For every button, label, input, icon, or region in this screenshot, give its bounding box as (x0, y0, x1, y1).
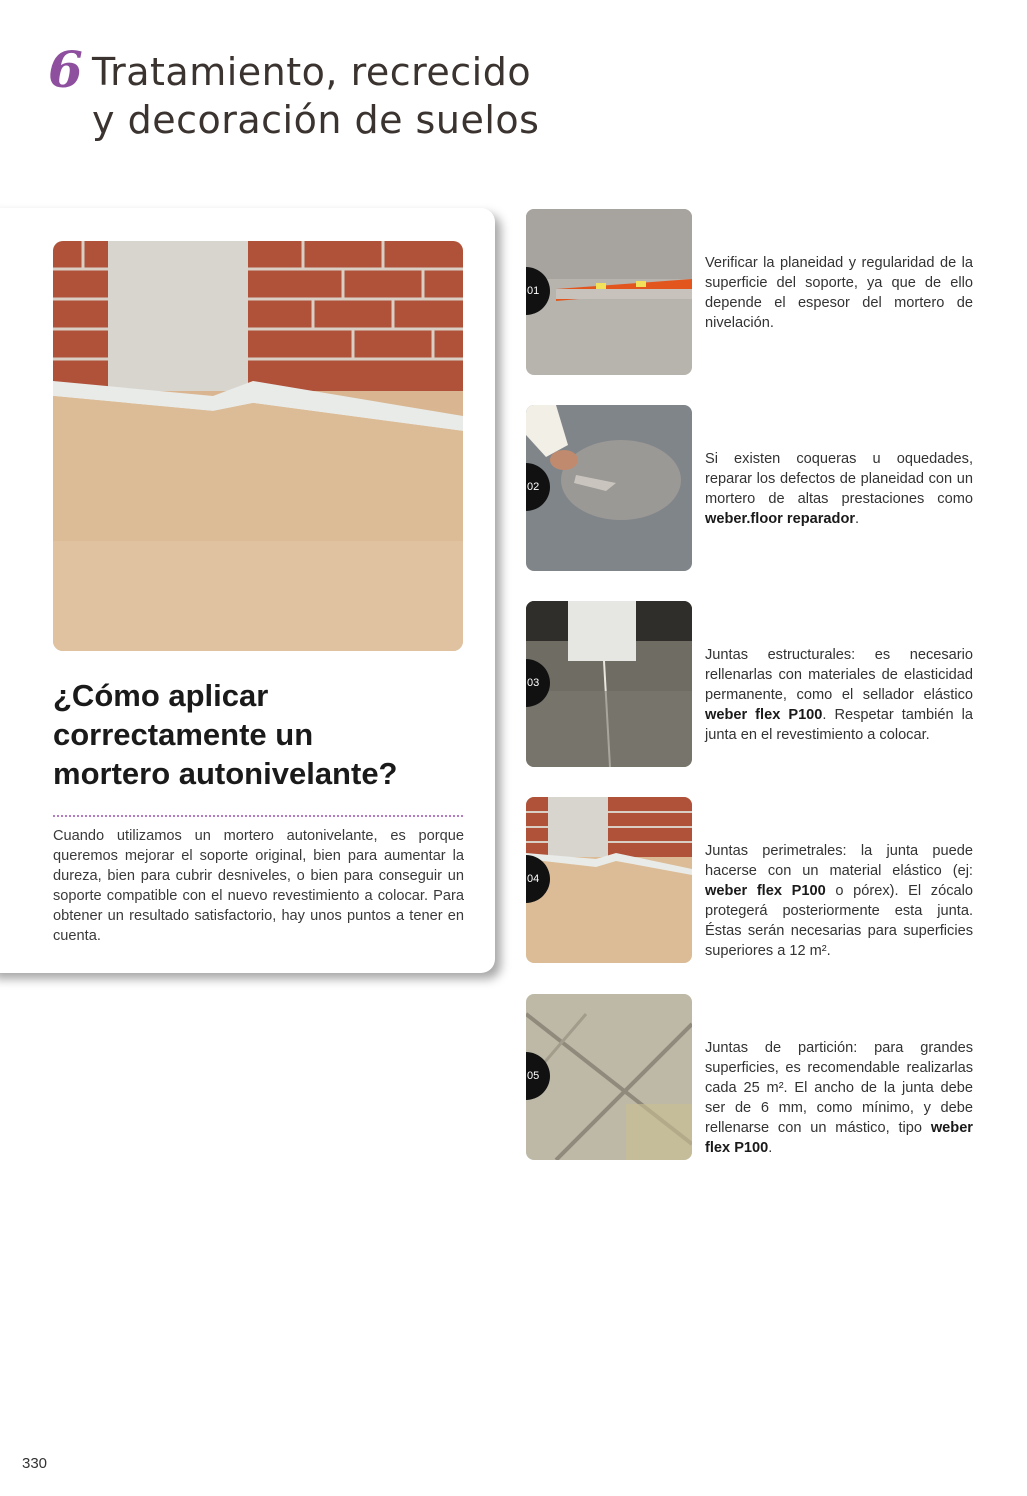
dotted-divider (53, 815, 463, 817)
chapter-number: 6 (48, 40, 83, 99)
step-04-text-before: Juntas perimetrales: la junta puede hacerse con un material elástico (ej: (705, 843, 973, 879)
card-heading (53, 676, 473, 793)
step-02-number-badge: 02 (526, 463, 550, 511)
step-03-text (705, 645, 973, 745)
step-02-product: weber.floor reparador (705, 511, 856, 527)
step-02-text-after: . (855, 511, 860, 527)
chapter-title (92, 48, 539, 144)
step-04-product: weber flex P100 (705, 883, 826, 899)
step-03-photo (526, 601, 692, 767)
step-05-product: weber flex P100 (705, 1120, 973, 1156)
card-heading-line1: ¿Cómo aplicar (53, 678, 269, 713)
step-05-number-badge: 05 (526, 1052, 550, 1100)
step-05-text-after: . (768, 1140, 773, 1156)
chapter-title-line2: y decoración de suelos (92, 98, 540, 142)
step-03-product: weber flex P100 (705, 707, 823, 723)
hero-photo-leveled-floor (53, 241, 463, 651)
card-heading-line2: correctamente un (53, 717, 314, 752)
step-05 (526, 994, 976, 1162)
chapter-title-line1: Tratamiento, recrecido (92, 50, 532, 94)
step-04 (526, 797, 976, 965)
step-03-text-after: . Respetar también la junta en el revestimiento a colocar. (705, 707, 973, 743)
step-04-text-after: o pórex). El zócalo protegerá posteriormente esta junta. Éstas serán necesarias para superficies superiores a 12 m². (705, 883, 973, 959)
step-01-number-badge: 01 (526, 267, 550, 315)
intro-paragraph: Cuando utilizamos un mortero autonivelante, es porque queremos mejorar el soporte original, bien para aumentar la dureza, bien para cubrir desniveles, o bien para conseguir un soporte compatible con el nuevo revestimiento a colocar. Para obtener un resultado satisfactorio, hay unos puntos a tener en cuenta. (53, 828, 464, 944)
step-05-text (705, 1038, 973, 1158)
step-03-number-badge: 03 (526, 659, 550, 707)
step-04-number-badge: 04 (526, 855, 550, 903)
step-04-photo (526, 797, 692, 963)
step-02-text-before: Si existen coqueras u oquedades, reparar los defectos de planeidad con un mortero de altas prestaciones como (705, 451, 973, 507)
step-03-text-before: Juntas estructurales: es necesario rellenarlas con materiales de elasticidad permanente, como el sellador elástico (705, 647, 973, 703)
step-02-text (705, 449, 973, 529)
step-04-text (705, 841, 973, 961)
step-05-photo (526, 994, 692, 1160)
page-number: 330 (22, 1455, 48, 1472)
step-03 (526, 601, 976, 769)
step-05-text-before: Juntas de partición: para grandes superficies, es recomendable realizarlas cada 25 m². El ancho de la junta debe ser de 6 mm, como mínimo, y debe rellenarse con un mástico, tipo (705, 1040, 973, 1136)
step-01-photo (526, 209, 692, 375)
step-01 (526, 209, 976, 377)
step-02-photo (526, 405, 692, 571)
step-02 (526, 405, 976, 573)
card-heading-line3: mortero autonivelante? (53, 756, 398, 791)
step-01-text: Verificar la planeidad y regularidad de la superficie del soporte, ya que de ello depende el espesor del mortero de nivelación. (705, 255, 973, 331)
